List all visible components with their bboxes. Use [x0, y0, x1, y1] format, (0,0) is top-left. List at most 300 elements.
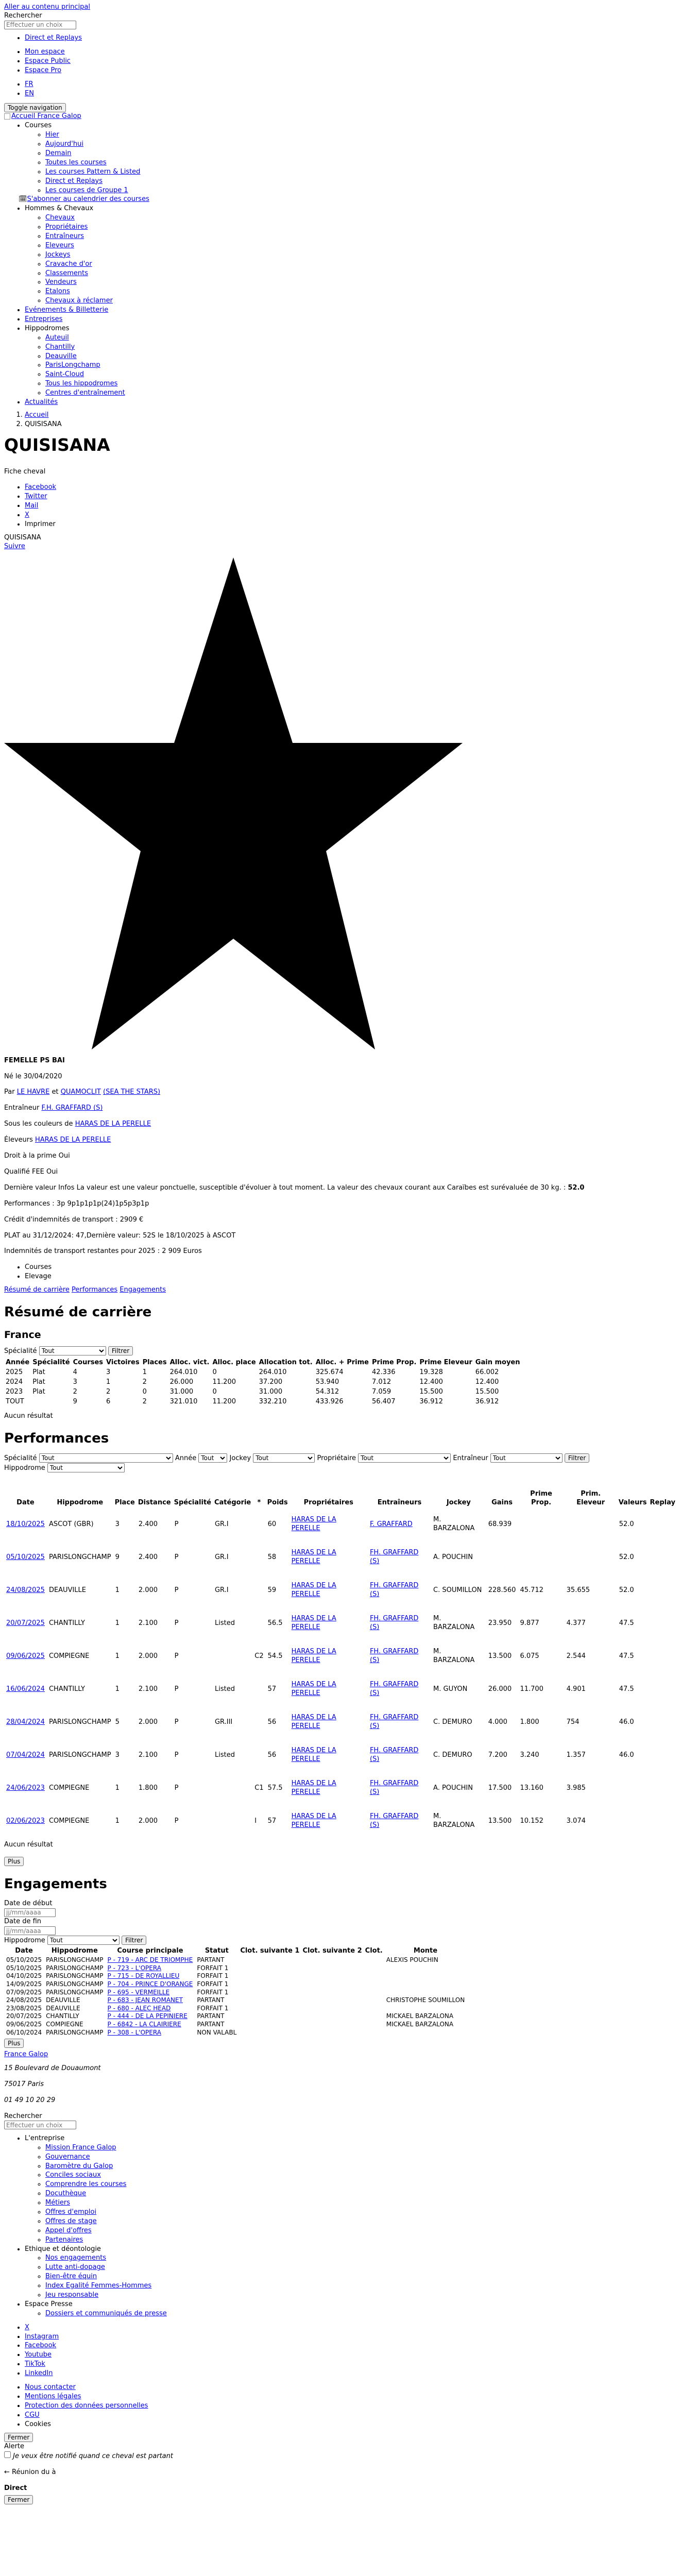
owner-link[interactable]: HARAS DE LA PERELLE: [291, 1648, 336, 1665]
footer-link[interactable]: Offres d'emploi: [45, 2208, 97, 2216]
eng-more-button[interactable]: Plus: [4, 2039, 24, 2048]
table-cell: 2025: [6, 1368, 23, 1377]
table-row: [4, 1989, 467, 1997]
table-cell: [431, 1673, 486, 1706]
cell-text: 52.0: [619, 1586, 634, 1594]
nav-eleveurs[interactable]: Eleveurs: [45, 241, 74, 249]
eng-header[interactable]: Hippodrome: [51, 1947, 98, 1955]
race-date-link[interactable]: 20/07/2025: [6, 1619, 45, 1627]
table-cell: [239, 2012, 301, 2021]
mentions-link[interactable]: Mentions légales: [25, 2392, 81, 2400]
france-galop-logo: [4, 113, 10, 120]
table-cell: [518, 1805, 564, 1838]
table-row: [4, 1541, 677, 1574]
nav-cravache[interactable]: Cravache d'or: [45, 260, 92, 268]
table-cell: [44, 1972, 105, 1980]
cell-text: 17.500: [488, 1784, 512, 1792]
table-cell: [290, 1739, 368, 1772]
table-cell: [213, 1706, 252, 1739]
table-cell: [266, 1574, 290, 1607]
skip-to-content-link[interactable]: Aller au contenu principal: [4, 3, 91, 11]
table-cell: [649, 1706, 677, 1739]
race-date-link[interactable]: 24/08/2025: [6, 1586, 45, 1594]
follow-link[interactable]: Suivre: [4, 542, 25, 550]
career-header[interactable]: Alloc. vict.: [169, 1359, 210, 1367]
table-cell: [431, 1541, 486, 1574]
table-cell: 2: [142, 1397, 147, 1405]
nav-vendeurs[interactable]: Vendeurs: [45, 278, 77, 286]
nav-aujourdhui[interactable]: Aujourd'hui: [45, 140, 83, 148]
perf-header[interactable]: Jockey: [446, 1499, 471, 1507]
table-cell: 37.200: [259, 1378, 283, 1386]
nav-etalons[interactable]: Etalons: [45, 287, 70, 296]
table-cell: [195, 1972, 239, 1980]
footer-link[interactable]: Mission France Galop: [45, 2143, 116, 2151]
table-cell: [113, 1805, 137, 1838]
table-row: [4, 1739, 677, 1772]
table-cell: 3: [73, 1378, 77, 1386]
table-cell: [252, 1541, 265, 1574]
table-cell: [384, 1956, 467, 1964]
table-cell: 1: [142, 1368, 147, 1377]
linkedin-link[interactable]: LinkedIn: [25, 2369, 53, 2378]
table-row: [4, 1964, 467, 1973]
cell-text: P: [174, 1652, 179, 1660]
table-cell: [47, 1706, 113, 1739]
espace-public-link[interactable]: Espace Public: [25, 57, 71, 65]
table-cell: [47, 1739, 113, 1772]
table-cell: [4, 1640, 47, 1673]
cell-text: 10.152: [520, 1817, 543, 1825]
table-cell: [565, 1706, 617, 1739]
cell-text: 13.500: [488, 1652, 512, 1660]
table-cell: [617, 1574, 649, 1607]
perf-hippo-select[interactable]: [47, 1463, 125, 1472]
table-cell: [106, 2021, 195, 2029]
nav-saint-cloud[interactable]: Saint-Cloud: [45, 370, 84, 379]
table-cell: [486, 1706, 518, 1739]
nav-entraineurs[interactable]: Entraîneurs: [45, 232, 84, 240]
star-icon[interactable]: [4, 557, 463, 1049]
nav-tous-hippodromes[interactable]: Tous les hippodromes: [45, 380, 118, 388]
cell-text: GR.I: [214, 1553, 229, 1561]
perf-no-result: Aucun résultat: [4, 1841, 53, 1849]
table-cell: [301, 1996, 363, 2005]
race-link[interactable]: P - 683 - JEAN ROMANET: [107, 1996, 183, 2004]
eng-header[interactable]: Date: [15, 1947, 33, 1955]
table-cell: [4, 2012, 44, 2021]
cell-text: I: [254, 1817, 257, 1825]
table-cell: [301, 1972, 363, 1980]
table-cell: [364, 1989, 384, 1997]
cell-text: P: [174, 1817, 179, 1825]
perf-header[interactable]: Date: [16, 1499, 35, 1507]
nav-jockeys[interactable]: Jockeys: [45, 250, 71, 259]
search-input[interactable]: [4, 21, 76, 29]
table-cell: 264.010: [169, 1368, 198, 1377]
nav-centres-entrainement[interactable]: Centres d'entraînement: [45, 389, 125, 397]
share-mail[interactable]: Mail: [25, 502, 39, 510]
nav-courses[interactable]: Courses: [25, 122, 52, 130]
owner-link[interactable]: HARAS DE LA PERELLE: [291, 1681, 336, 1698]
tab-resume[interactable]: Résumé de carrière: [4, 1286, 70, 1294]
table-cell: [173, 1739, 213, 1772]
fee-line: Qualifié FEE Oui: [4, 1167, 58, 1176]
race-link[interactable]: P - 695 - VERMEILLE: [107, 1988, 170, 1996]
close-button[interactable]: Fermer: [4, 2433, 33, 2442]
perf-header[interactable]: Entraîneurs: [377, 1499, 422, 1507]
race-link[interactable]: P - 704 - PRINCE D'ORANGE: [107, 1980, 193, 1988]
perf-header[interactable]: Hippodrome: [57, 1499, 104, 1507]
eng-header[interactable]: Clot. suivante 1: [240, 1947, 300, 1955]
privacy-link[interactable]: Protection des données personnelles: [25, 2401, 148, 2410]
plat-line: PLAT au 31/12/2024: 47,Dernière valeur: 52S le 18/10/2025 à ASCOT: [4, 1231, 236, 1240]
cell-text: 56: [267, 1751, 277, 1759]
perf-header[interactable]: Distance: [138, 1499, 171, 1507]
owner-link[interactable]: HARAS DE LA PERELLE: [291, 1615, 336, 1632]
share-x[interactable]: X: [25, 511, 29, 519]
table-cell: [486, 1640, 518, 1673]
breadcrumb-home[interactable]: Accueil: [25, 411, 49, 419]
eng-header[interactable]: Clot. suivante 2: [302, 1947, 362, 1955]
table-cell: [368, 1805, 431, 1838]
perf-more-button[interactable]: Plus: [4, 1857, 24, 1866]
table-cell: [368, 1640, 431, 1673]
cell-text: P: [174, 1619, 179, 1627]
toggle-navigation-button[interactable]: Toggle navigation: [4, 103, 66, 112]
cell-text: PARTANT: [197, 2020, 225, 2028]
nav-direct-replays[interactable]: Direct et Replays: [45, 177, 103, 185]
share-facebook[interactable]: Facebook: [25, 483, 57, 492]
footer-link[interactable]: Métiers: [45, 2199, 71, 2207]
cell-text: C. DEMURO: [433, 1751, 472, 1759]
nav-hommes-chevaux[interactable]: Hommes & Chevaux: [25, 205, 94, 213]
perf-header[interactable]: Prim. Eleveur: [576, 1490, 605, 1507]
table-cell: 54.312: [315, 1388, 339, 1396]
list-courses: • Courses: [25, 1263, 677, 1272]
table-cell: [301, 1980, 363, 1989]
nav-hippodromes[interactable]: Hippodromes: [25, 324, 70, 332]
race-date-link[interactable]: 09/06/2025: [6, 1652, 45, 1660]
table-cell: [4, 1972, 44, 1980]
career-header[interactable]: Courses: [73, 1359, 104, 1367]
race-date-link[interactable]: 18/10/2025: [6, 1520, 45, 1528]
owner-link[interactable]: HARAS DE LA PERELLE: [291, 1812, 336, 1829]
resume-filter-button[interactable]: Filtrer: [108, 1346, 133, 1355]
table-cell: [649, 1541, 677, 1574]
table-cell: [617, 1673, 649, 1706]
race-date-link[interactable]: 28/04/2024: [6, 1718, 45, 1726]
table-cell: [213, 1640, 252, 1673]
owner-link[interactable]: HARAS DE LA PERELLE: [291, 1780, 336, 1797]
footer-addr2: 75017 Paris: [4, 2080, 44, 2088]
skip-links: [4, 3, 677, 30]
trainer-link[interactable]: FH. GRAFFARD (S): [369, 1780, 419, 1797]
cell-text: 1.800: [138, 1784, 158, 1792]
trainer-link[interactable]: FH. GRAFFARD (S): [369, 1582, 419, 1599]
race-link[interactable]: P - 723 - L'OPERA: [107, 1964, 161, 1972]
cookies-link[interactable]: Cookies: [25, 2420, 51, 2428]
table-cell: [47, 1541, 113, 1574]
nav-hier[interactable]: Hier: [45, 131, 59, 139]
perf-header[interactable]: Gains: [491, 1499, 513, 1507]
cell-text: 07/09/2025: [6, 1988, 42, 1996]
race-date-link[interactable]: 07/04/2024: [6, 1751, 45, 1759]
table-cell: [301, 2005, 363, 2013]
nav-chantilly[interactable]: Chantilly: [45, 343, 75, 351]
race-link[interactable]: P - 715 - DE ROYALLIEU: [107, 1972, 180, 1980]
nav-proprietaires[interactable]: Propriétaires: [45, 223, 88, 231]
nav-auteuil[interactable]: Auteuil: [45, 333, 69, 342]
tiktok-link[interactable]: TikTok: [25, 2360, 45, 2368]
perf-specialty-select[interactable]: [39, 1453, 173, 1463]
nav-actualites[interactable]: Actualités: [25, 398, 58, 406]
cell-text: PARTANT: [197, 2012, 225, 2020]
back-reunion[interactable]: ← Réunion du à: [4, 2468, 56, 2477]
table-cell: [301, 1989, 363, 1997]
nav-chevaux[interactable]: Chevaux: [45, 214, 75, 222]
career-table: [4, 1358, 522, 1406]
nav-parislongchamp[interactable]: ParisLongchamp: [45, 361, 100, 369]
footer-search-input[interactable]: [4, 2121, 76, 2129]
eng-header[interactable]: Monte: [413, 1947, 438, 1955]
eng-hippo-select[interactable]: [47, 1936, 120, 1945]
career-header[interactable]: Gain moyen: [475, 1359, 520, 1367]
career-header[interactable]: Allocation tot.: [259, 1359, 313, 1367]
cell-text: 05/10/2025: [6, 1964, 42, 1972]
table-row: [4, 1387, 522, 1397]
table-cell: [4, 1772, 47, 1805]
table-cell: TOUT: [6, 1397, 24, 1405]
table-cell: 9: [73, 1397, 77, 1405]
table-cell: [431, 1706, 486, 1739]
trainer-link[interactable]: FH. GRAFFARD (S): [369, 1714, 419, 1731]
cell-text: 23.950: [488, 1619, 512, 1627]
perf-owner-select[interactable]: [358, 1453, 451, 1463]
race-link[interactable]: P - 308 - L'OPERA: [107, 2028, 161, 2036]
table-cell: [113, 1673, 137, 1706]
eng-date-end[interactable]: [4, 1926, 56, 1935]
table-cell: [173, 1574, 213, 1607]
table-cell: [364, 2021, 384, 2029]
footer-link[interactable]: Dossiers et communiqués de presse: [45, 2309, 167, 2317]
lang-fr-link[interactable]: FR: [25, 80, 33, 88]
cell-text: 13.500: [488, 1817, 512, 1825]
table-cell: [565, 1772, 617, 1805]
nav-chevaux-reclamer[interactable]: Chevaux à réclamer: [45, 297, 113, 305]
career-header[interactable]: Prime Prop.: [371, 1359, 417, 1367]
table-row: [4, 1956, 467, 1964]
career-header[interactable]: Année: [6, 1359, 30, 1367]
eng-header[interactable]: Course principale: [117, 1947, 183, 1955]
footer-link[interactable]: Gouvernance: [45, 2153, 90, 2161]
table-cell: [518, 1706, 564, 1739]
table-cell: [266, 1805, 290, 1838]
footer-link[interactable]: Index Egalité Femmes-Hommes: [45, 2282, 152, 2290]
table-cell: [173, 1541, 213, 1574]
table-cell: [106, 1972, 195, 1980]
owner-link[interactable]: HARAS DE LA PERELLE: [291, 1747, 336, 1764]
footer-link[interactable]: Offres de stage: [45, 2217, 97, 2225]
footer-link[interactable]: Nos engagements: [45, 2254, 107, 2262]
race-date-link[interactable]: 05/10/2025: [6, 1553, 45, 1561]
career-header[interactable]: Alloc. + Prime: [315, 1359, 369, 1367]
dam-link[interactable]: QUAMOCLIT: [60, 1088, 101, 1096]
nav-entreprises[interactable]: Entreprises: [25, 315, 63, 323]
nav-classements[interactable]: Classements: [45, 269, 88, 277]
race-date-link[interactable]: 16/06/2024: [6, 1685, 45, 1693]
trainer-link[interactable]: F. GRAFFARD: [369, 1520, 413, 1528]
perf-year-select[interactable]: [198, 1453, 227, 1463]
cell-text: 1.357: [566, 1751, 586, 1759]
perf-header[interactable]: Prime Prop.: [530, 1490, 552, 1507]
perf-header[interactable]: Valeurs: [618, 1499, 647, 1507]
table-cell: [290, 1541, 368, 1574]
race-link[interactable]: P - 6842 - LA CLAIRIERE: [107, 2020, 181, 2028]
race-date-link[interactable]: 24/06/2023: [6, 1784, 45, 1792]
table-cell: [239, 1996, 301, 2005]
damsire-link[interactable]: (SEA THE STARS): [103, 1088, 161, 1096]
career-header[interactable]: Prime Eleveur: [419, 1359, 472, 1367]
footer-link[interactable]: Jeu responsable: [45, 2291, 99, 2299]
direct-replays-link[interactable]: Direct et Replays: [25, 34, 82, 42]
table-cell: [486, 1739, 518, 1772]
table-cell: [4, 1673, 47, 1706]
career-header[interactable]: Spécialité: [32, 1359, 70, 1367]
owner-link[interactable]: HARAS DE LA PERELLE: [291, 1516, 336, 1533]
home-logo-link[interactable]: [4, 112, 81, 120]
perf-header[interactable]: *: [257, 1499, 261, 1507]
print-button[interactable]: Imprimer: [25, 520, 56, 529]
footer-brand-link[interactable]: France Galop: [4, 2050, 48, 2058]
owner-link[interactable]: HARAS DE LA PERELLE: [291, 1582, 336, 1599]
trainer-link[interactable]: FH. GRAFFARD (S): [369, 1648, 419, 1665]
race-link[interactable]: P - 680 - ALEC HEAD: [107, 2004, 171, 2012]
eng-filter-button[interactable]: Filtrer: [122, 1936, 146, 1945]
perf-jockey-select[interactable]: [253, 1453, 315, 1463]
logo-alt-text: Accueil France Galop: [11, 112, 81, 121]
table-cell: [364, 1972, 384, 1980]
contact-link[interactable]: Nous contacter: [25, 2383, 76, 2391]
footer-link[interactable]: Comprendre les courses: [45, 2180, 127, 2189]
race-link[interactable]: P - 719 - ARC DE TRIOMPHE: [107, 1956, 193, 1964]
alert-checkbox[interactable]: [4, 2451, 11, 2458]
footer-link[interactable]: Docuthèque: [45, 2190, 87, 2198]
table-cell: [364, 1980, 384, 1989]
table-cell: [113, 1541, 137, 1574]
perf-header[interactable]: Poids: [267, 1499, 288, 1507]
nav-groupe-1[interactable]: Les courses de Groupe 1: [45, 186, 128, 194]
career-header[interactable]: Victoires: [106, 1359, 140, 1367]
close-direct-button[interactable]: Fermer: [4, 2495, 33, 2504]
horse-name-small: QUISISANA: [4, 533, 41, 541]
resume-specialty-select[interactable]: [39, 1346, 106, 1355]
cell-text: 23/08/2025: [6, 2004, 42, 2012]
table-cell: [106, 1956, 195, 1964]
eng-header[interactable]: Statut: [205, 1947, 229, 1955]
nav-demain[interactable]: Demain: [45, 149, 72, 157]
footer-link[interactable]: Baromètre du Galop: [45, 2162, 113, 2170]
table-cell: [195, 2012, 239, 2021]
nav-toutes-courses[interactable]: Toutes les courses: [45, 158, 107, 166]
calendar-subscribe-link[interactable]: S'abonner au calendrier des courses: [27, 195, 149, 204]
race-date-link[interactable]: 02/06/2023: [6, 1817, 45, 1825]
tab-performances[interactable]: Performances: [72, 1286, 118, 1294]
x-link[interactable]: X: [25, 2323, 29, 2331]
instagram-link[interactable]: Instagram: [25, 2332, 59, 2341]
trainer-link[interactable]: FH. GRAFFARD (S): [369, 1747, 419, 1764]
footer-link[interactable]: Lutte anti-dopage: [45, 2263, 105, 2272]
breeder-link[interactable]: HARAS DE LA PERELLE: [35, 1136, 111, 1144]
trainer-link[interactable]: FH. GRAFFARD (S): [369, 1812, 419, 1829]
performances-table: [4, 1475, 677, 1838]
sire-link[interactable]: LE HAVRE: [16, 1088, 50, 1096]
race-link[interactable]: P - 444 - DE LA PEPINIERE: [107, 2012, 188, 2020]
perf-trainer-select[interactable]: [490, 1453, 563, 1463]
eng-date-start[interactable]: [4, 1908, 56, 1917]
table-cell: [47, 1508, 113, 1541]
table-cell: [195, 1996, 239, 2005]
cell-text: 20/07/2025: [6, 2012, 42, 2020]
trainer-link[interactable]: F.H. GRAFFARD (S): [41, 1104, 103, 1112]
table-cell: [195, 1956, 239, 1964]
perf-header[interactable]: Catégorie: [214, 1499, 251, 1507]
perf-header[interactable]: Place: [114, 1499, 135, 1507]
main-nav: [4, 122, 677, 407]
lang-en-link[interactable]: EN: [25, 89, 34, 97]
footer-link[interactable]: Partenaires: [45, 2235, 83, 2244]
perf-header[interactable]: Propriétaires: [303, 1499, 353, 1507]
footer-link[interactable]: Conciles sociaux: [45, 2171, 101, 2179]
table-cell: [173, 1706, 213, 1739]
trainer-link[interactable]: FH. GRAFFARD (S): [369, 1681, 419, 1698]
nav-pattern-listed[interactable]: Les courses Pattern & Listed: [45, 167, 141, 176]
table-cell: 2: [142, 1378, 147, 1386]
owner-link[interactable]: HARAS DE LA PERELLE: [291, 1714, 336, 1731]
perf-filter-button[interactable]: Filtrer: [565, 1453, 589, 1463]
table-cell: [368, 1706, 431, 1739]
perf-header[interactable]: Replay: [650, 1499, 675, 1507]
owner-link[interactable]: HARAS DE LA PERELLE: [75, 1120, 151, 1128]
cell-text: 3: [115, 1520, 120, 1528]
cell-text: P: [174, 1586, 179, 1594]
nav-deauville[interactable]: Deauville: [45, 352, 77, 360]
footer-link[interactable]: Appel d'offres: [45, 2226, 92, 2234]
tab-engagements[interactable]: Engagements: [120, 1286, 166, 1294]
table-cell: [617, 1508, 649, 1541]
table-cell: [195, 2029, 239, 2037]
mon-espace-link[interactable]: Mon espace: [25, 48, 65, 56]
footer-link[interactable]: Bien-être équin: [45, 2273, 97, 2281]
trainer-link[interactable]: FH. GRAFFARD (S): [369, 1615, 419, 1632]
eng-header[interactable]: Clot.: [365, 1947, 383, 1955]
perf-header[interactable]: Spécialité: [174, 1499, 211, 1507]
owner-link[interactable]: HARAS DE LA PERELLE: [291, 1549, 336, 1566]
cgu-link[interactable]: CGU: [25, 2411, 40, 2419]
facebook-link[interactable]: Facebook: [25, 2342, 57, 2350]
share-twitter[interactable]: Twitter: [25, 493, 47, 501]
table-cell: [137, 1772, 173, 1805]
espace-pro-link[interactable]: Espace Pro: [25, 66, 62, 74]
trainer-link[interactable]: FH. GRAFFARD (S): [369, 1549, 419, 1566]
nav-evenements[interactable]: Evénements & Billetterie: [25, 306, 109, 314]
table-cell: 15.500: [419, 1388, 443, 1396]
table-cell: [486, 1607, 518, 1640]
table-row: [4, 1378, 522, 1387]
career-header[interactable]: Alloc. place: [212, 1359, 256, 1367]
career-header[interactable]: Places: [142, 1359, 167, 1367]
youtube-link[interactable]: Youtube: [25, 2351, 52, 2359]
